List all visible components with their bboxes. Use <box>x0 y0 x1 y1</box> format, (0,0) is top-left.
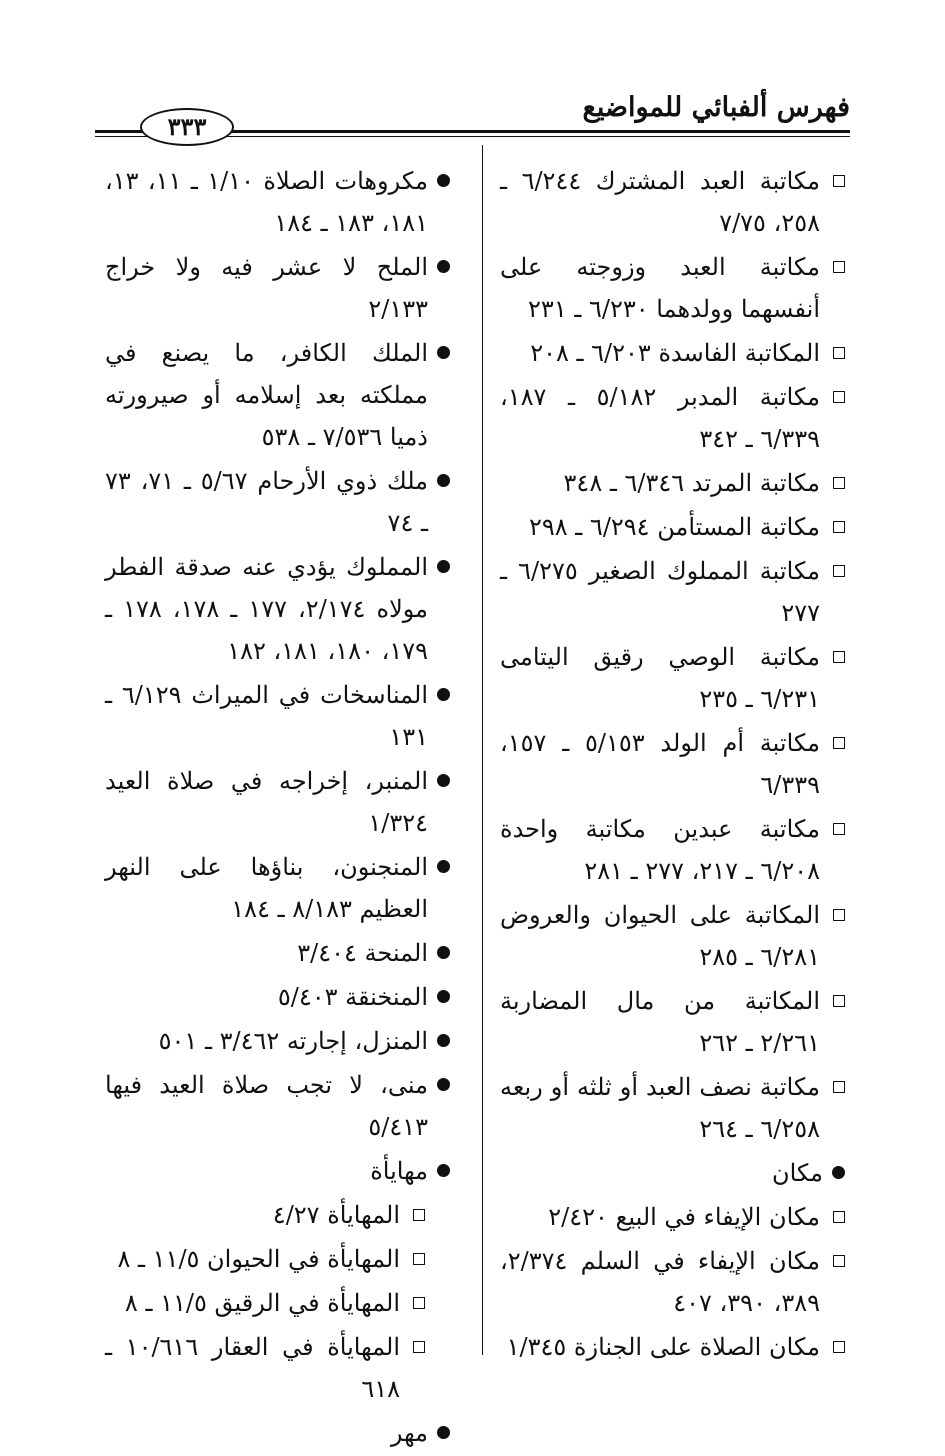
index-subentry: مكاتبة المملوك الصغير ٦/٢٧٥ ـ ٢٧٧ <box>500 550 845 634</box>
index-subentry: مكاتبة المستأمن ٦/٢٩٤ ـ ٢٩٨ <box>500 506 845 548</box>
index-entry: المنزل، إجارته ٣/٤٦٢ ـ ٥٠١ <box>105 1020 450 1062</box>
index-entry: المنخنقة ٥/٤٠٣ <box>105 976 450 1018</box>
index-subentry: مكان الإيفاء في البيع ٢/٤٢٠ <box>500 1196 845 1238</box>
index-entry: مكان <box>500 1152 845 1194</box>
index-subentry: المكاتبة من مال المضاربة ٢/٢٦١ ـ ٢٦٢ <box>500 980 845 1064</box>
page-number: ٣٣٣ <box>140 108 234 146</box>
index-entry: مهر <box>105 1412 450 1454</box>
index-subentry: مكان الإيفاء في السلم ٢/٣٧٤، ٣٨٩، ٣٩٠، ٤٠٧ <box>500 1240 845 1324</box>
index-entry: المنبر، إخراجه في صلاة العيد ١/٣٢٤ <box>105 760 450 844</box>
index-entry: المنجنون، بناؤها على النهر العظيم ٨/١٨٣ ـ ١٨٤ <box>105 846 450 930</box>
index-entry: المملوك يؤدي عنه صدقة الفطر مولاه ٢/١٧٤، ١٧٧ ـ ١٧٨، ١٧٨ ـ ١٧٩، ١٨٠، ١٨١، ١٨٢ <box>105 546 450 672</box>
index-subentry: مكاتبة العبد المشترك ٦/٢٤٤ ـ ٢٥٨، ٧/٧٥ <box>500 160 845 244</box>
index-entry: ملك ذوي الأرحام ٥/٦٧ ـ ٧١، ٧٣ ـ ٧٤ <box>105 460 450 544</box>
index-subentry: مكاتبة عبدين مكاتبة واحدة ٦/٢٠٨ ـ ٢١٧، ٢٧٧ ـ ٢٨١ <box>500 808 845 892</box>
index-column-right <box>500 160 845 1370</box>
index-subentry: المكاتبة على الحيوان والعروض ٦/٢٨١ ـ ٢٨٥ <box>500 894 845 978</box>
index-subentry: المهايأة في الحيوان ١١/٥ ـ ٨ <box>105 1238 425 1280</box>
index-subentry: مكاتبة العبد وزوجته على أنفسهما وولدهما ٦/٢٣٠ ـ ٢٣١ <box>500 246 845 330</box>
index-subentry: المهايأة ٤/٢٧ <box>105 1194 425 1236</box>
index-subentry: المهايأة في الرقيق ١١/٥ ـ ٨ <box>105 1282 425 1324</box>
index-entry: الملك الكافر، ما يصنع في مملكته بعد إسلامه أو صيرورته ذميا ٧/٥٣٦ ـ ٥٣٨ <box>105 332 450 458</box>
index-subentry: مكان الصلاة على الجنازة ١/٣٤٥ <box>500 1326 845 1368</box>
index-entry: الملح لا عشر فيه ولا خراج ٢/١٣٣ <box>105 246 450 330</box>
index-subentry: مكاتبة الوصي رقيق اليتامى ٦/٢٣١ ـ ٢٣٥ <box>500 636 845 720</box>
index-entry: منى، لا تجب صلاة العيد فيها ٥/٤١٣ <box>105 1064 450 1148</box>
index-subentry: المكاتبة الفاسدة ٦/٢٠٣ ـ ٢٠٨ <box>500 332 845 374</box>
index-entry: المنحة ٣/٤٠٤ <box>105 932 450 974</box>
index-column-left <box>105 160 450 1456</box>
index-entry: مهايأة <box>105 1150 450 1192</box>
index-entry: مكروهات الصلاة ١/١٠ ـ ١١، ١٣، ١٨١، ١٨٣ ـ ١٨٤ <box>105 160 450 244</box>
page-header <box>95 92 850 152</box>
index-subentry: مكاتبة المرتد ٦/٣٤٦ ـ ٣٤٨ <box>500 462 845 504</box>
index-subentry: مكاتبة المدبر ٥/١٨٢ ـ ١٨٧، ٦/٣٣٩ ـ ٣٤٢ <box>500 376 845 460</box>
index-entry: المناسخات في الميراث ٦/١٢٩ ـ ١٣١ <box>105 674 450 758</box>
column-divider <box>482 145 483 1355</box>
index-subentry: مكاتبة نصف العبد أو ثلثه أو ربعه ٦/٢٥٨ ـ ٢٦٤ <box>500 1066 845 1150</box>
index-subentry: المهايأة في العقار ١٠/٦١٦ ـ ٦١٨ <box>105 1326 425 1410</box>
index-subentry: مكاتبة أم الولد ٥/١٥٣ ـ ١٥٧، ٦/٣٣٩ <box>500 722 845 806</box>
page-title: فهرس ألفبائي للمواضيع <box>582 92 850 123</box>
